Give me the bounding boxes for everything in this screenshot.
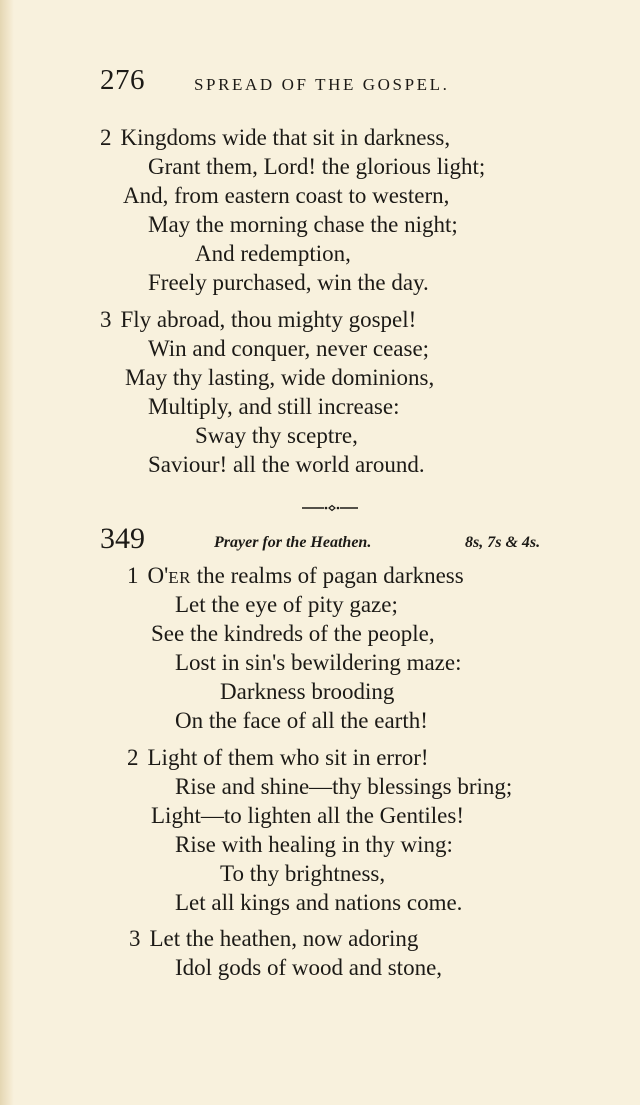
- verse-line: Rise and shine—thy blessings bring;: [175, 774, 513, 799]
- stanza-number: 3: [100, 307, 112, 332]
- verse-line: May thy lasting, wide dominions,: [125, 365, 435, 390]
- verse-line: 1 O'ER the realms of pagan darkness: [127, 563, 464, 588]
- verse-line: Light—to lighten all the Gentiles!: [151, 803, 464, 828]
- verse-line: And redemption,: [195, 241, 351, 266]
- page-edge-shadow: [0, 0, 14, 1105]
- page-header: [100, 64, 500, 104]
- verse-line: 3 Let the heathen, now adoring: [129, 926, 419, 951]
- verse-line: Multiply, and still increase:: [148, 394, 400, 419]
- hymn-number: 349: [100, 522, 145, 555]
- hymn-meter: 8s, 7s & 4s.: [465, 534, 541, 551]
- verse-line: 3 Fly abroad, thou mighty gospel!: [100, 307, 417, 332]
- verse-line: Darkness brooding: [220, 679, 395, 704]
- verse-line: Rise with healing in thy wing:: [175, 832, 453, 857]
- verse-line: Let the eye of pity gaze;: [175, 592, 398, 617]
- verse-line: Win and conquer, never cease;: [148, 336, 430, 361]
- verse-line: See the kindreds of the people,: [151, 621, 435, 646]
- verse-line: Freely purchased, win the day.: [148, 270, 429, 295]
- verse-line: Sway thy sceptre,: [195, 423, 358, 448]
- verse-line: Let all kings and nations come.: [175, 890, 463, 915]
- verse-line: Lost in sin's bewildering maze:: [175, 650, 462, 675]
- ornament-divider: [300, 502, 360, 514]
- verse-line: Idol gods of wood and stone,: [175, 955, 443, 980]
- verse-line: On the face of all the earth!: [175, 708, 428, 733]
- stanza-number: 1: [127, 563, 139, 588]
- verse-line: 2 Light of them who sit in error!: [127, 745, 429, 770]
- stanza-number: 2: [100, 125, 112, 150]
- stanza-number: 2: [127, 745, 139, 770]
- verse-line: May the morning chase the night;: [148, 212, 458, 237]
- verse-line: To thy brightness,: [220, 861, 386, 886]
- verse-line: Saviour! all the world around.: [148, 452, 425, 477]
- running-title: SPREAD OF THE GOSPEL.: [194, 75, 450, 94]
- page-number: 276: [100, 64, 145, 96]
- verse-line: Grant them, Lord! the glorious light;: [148, 154, 486, 179]
- verse-line: And, from eastern coast to western,: [123, 183, 450, 208]
- verse-line: 2 Kingdoms wide that sit in darkness,: [100, 125, 451, 150]
- hymn-title: Prayer for the Heathen.: [214, 534, 372, 551]
- stanza-number: 3: [129, 926, 141, 951]
